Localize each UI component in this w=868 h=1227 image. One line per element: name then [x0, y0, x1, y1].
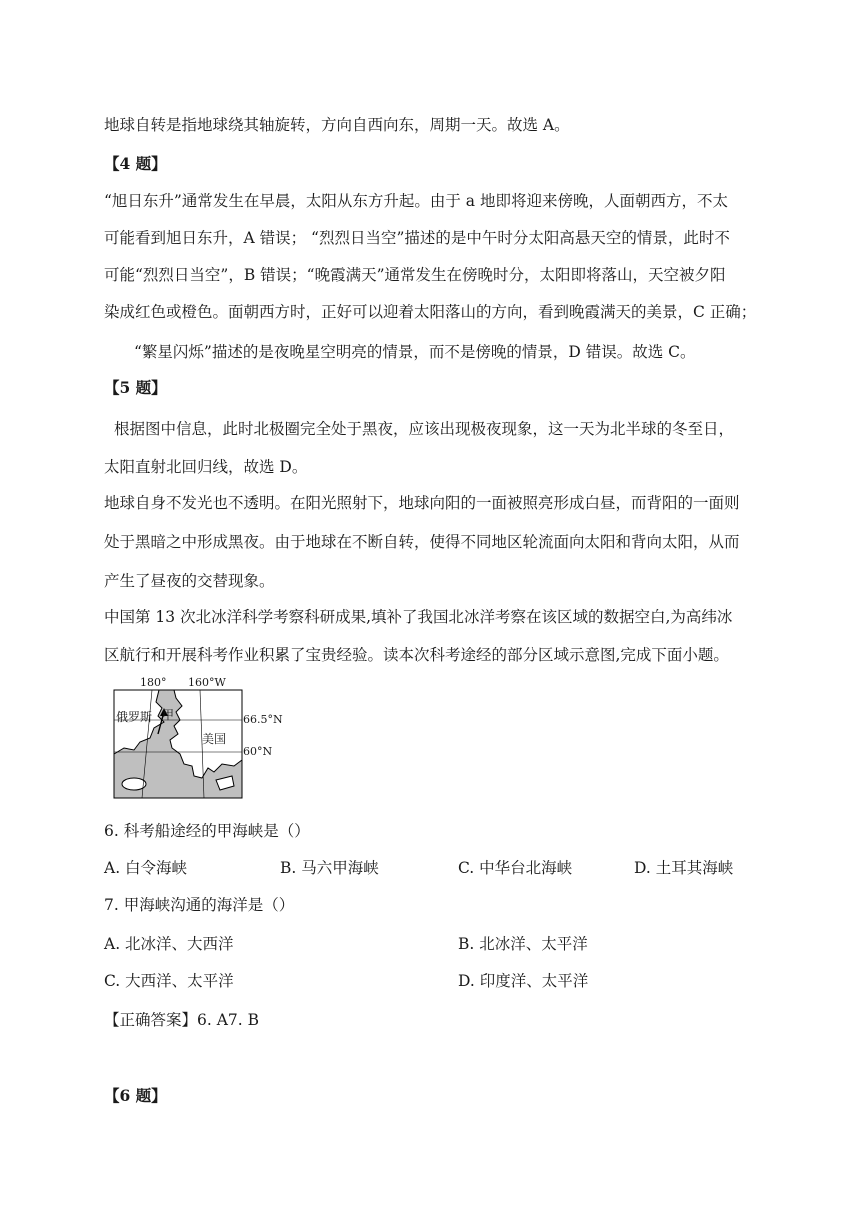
q6-stem: 6. 科考船途经的甲海峡是（） — [104, 822, 310, 840]
map-graphic — [104, 668, 284, 808]
q6-option-c: C. 中华台北海峡 — [458, 859, 573, 877]
label-60n: 60°N — [243, 745, 273, 758]
section3-tail: 地球自转是指地球绕其轴旋转，方向自西向东，周期一天。故选 A。 — [104, 116, 570, 134]
q7-stem: 7. 甲海峡沟通的海洋是（） — [104, 896, 295, 914]
label-160w: 160°W — [188, 676, 226, 689]
q6-option-b: B. 马六甲海峡 — [280, 859, 379, 877]
q7-option-a: A. 北冰洋、大西洋 — [104, 935, 234, 953]
passage-line-1: 中国第 13 次北冰洋科学考察科研成果,填补了我国北冰洋考察在该区域的数据空白,为高纬冰 — [104, 608, 733, 626]
q4-line-1: “旭日东升”通常发生在早晨，太阳从东方升起。由于 a 地即将迎来傍晚，人面朝西方，不太 — [104, 192, 728, 210]
q7-option-b: B. 北冰洋、太平洋 — [458, 935, 588, 953]
q5-heading: 【5 题】 — [104, 378, 167, 397]
q5-line-1: 根据图中信息，此时北极圈完全处于黑夜，应该出现极夜现象，这一天为北半球的冬至日， — [114, 420, 735, 438]
q5-line-2: 太阳直射北回归线，故选 D。 — [104, 458, 308, 476]
q7-option-d: D. 印度洋、太平洋 — [458, 972, 589, 990]
q4-line-4: 染成红色或橙色。面朝西方时，正好可以迎着太阳落山的方向，看到晚霞满天的美景，C 正确； — [104, 303, 757, 321]
extra-line-2: 处于黑暗之中形成黑夜。由于地球在不断自转，使得不同地区轮流面向太阳和背向太阳，从而 — [104, 533, 740, 551]
answer-line: 【正确答案】6. A7. B — [104, 1011, 260, 1029]
label-russia: 俄罗斯 — [116, 710, 153, 724]
q4-line-3: 可能“烈烈日当空”，B 错误；“晚霞满天”通常发生在傍晚时分，太阳即将落山，天空被夕阳 — [104, 266, 726, 284]
q4-heading: 【4 题】 — [104, 154, 167, 173]
q7-option-c: C. 大西洋、太平洋 — [104, 972, 234, 990]
passage-line-2: 区航行和开展科考作业积累了宝贵经验。读本次科考途经的部分区域示意图,完成下面小题。 — [104, 646, 729, 664]
label-jia: 甲 — [162, 708, 175, 722]
q6-heading: 【6 题】 — [104, 1086, 167, 1105]
q6-option-d: D. 土耳其海峡 — [634, 859, 734, 877]
label-665n: 66.5°N — [243, 713, 283, 726]
q4-line-2: 可能看到旭日东升，A 错误； “烈烈日当空”描述的是中午时分太阳高悬天空的情景，此时不 — [104, 229, 730, 247]
bering-strait-map — [104, 668, 284, 808]
q6-option-a: A. 白令海峡 — [104, 859, 188, 877]
extra-line-3: 产生了昼夜的交替现象。 — [104, 572, 275, 590]
q4-line-5: “繁星闪烁”描述的是夜晚星空明亮的情景，而不是傍晚的情景，D 错误。故选 C。 — [134, 343, 696, 361]
extra-line-1: 地球自身不发光也不透明。在阳光照射下，地球向阳的一面被照亮形成白昼，而背阳的一面则 — [104, 494, 740, 512]
island-1 — [122, 778, 146, 790]
label-180: 180° — [140, 676, 167, 689]
label-usa: 美国 — [202, 732, 227, 746]
